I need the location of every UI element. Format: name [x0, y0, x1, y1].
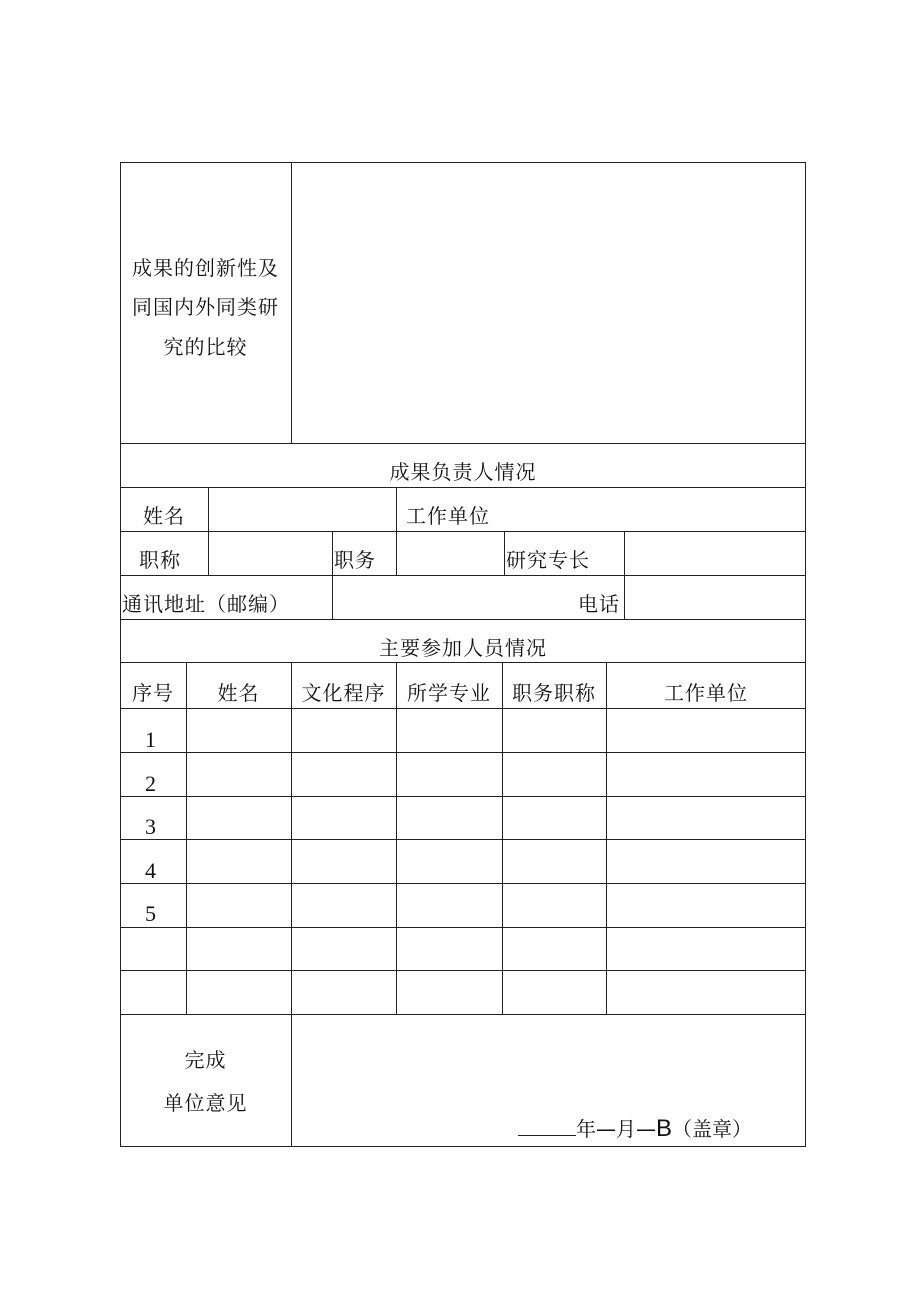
divider-members-col-2: [291, 662, 292, 1014]
members-header-major: 所学专业: [407, 681, 491, 705]
divider-leader-r2-b: [332, 531, 333, 575]
members-header-education: 文化程序: [301, 681, 386, 705]
leader-position-label: 职务: [334, 548, 376, 572]
year-label: 年: [576, 1117, 596, 1141]
divider-leader-section: [120, 443, 806, 444]
leader-title-label: 职称: [139, 548, 181, 572]
leader-specialty-label: 研究专长: [506, 548, 590, 572]
leader-name-field[interactable]: [209, 488, 396, 531]
month-dash: —: [596, 1117, 616, 1141]
row-number-5: 5: [145, 901, 156, 926]
divider-members-col-3: [396, 662, 397, 1014]
innovation-content-area[interactable]: [292, 163, 805, 443]
day-dash: —: [636, 1117, 656, 1141]
leader-section-title: 成果负责人情况: [389, 460, 537, 484]
border-bottom: [120, 1146, 806, 1147]
achievement-form: [120, 162, 806, 1147]
opinion-date-line: [518, 1117, 752, 1141]
leader-phone-field[interactable]: [625, 576, 805, 619]
day-label: B: [656, 1115, 673, 1142]
row-number-4: 4: [145, 858, 156, 883]
leader-address-label: 通讯地址（邮编）: [122, 592, 290, 616]
row-number-2: 2: [145, 771, 156, 796]
opinion-label-line-2: 单位意见: [163, 1091, 248, 1115]
divider-row-4: [120, 883, 806, 884]
leader-workplace-label: 工作单位: [406, 504, 490, 528]
divider-leader-r2-d: [504, 531, 505, 575]
leader-phone-label: 电话: [578, 592, 620, 616]
divider-members-title: [120, 662, 806, 663]
row-number-1: 1: [145, 727, 156, 752]
divider-row-1: [120, 752, 806, 753]
leader-name-label: 姓名: [143, 504, 185, 528]
divider-members-col-1: [186, 662, 187, 1014]
divider-row-6: [120, 970, 806, 971]
divider-row-3: [120, 839, 806, 840]
members-header-position: 职务职称: [512, 681, 596, 705]
seal-label: （盖章）: [672, 1117, 753, 1141]
divider-row-5: [120, 927, 806, 928]
opinion-content-area[interactable]: [292, 1015, 805, 1115]
divider-members-col-5: [606, 662, 607, 1014]
opinion-label-line-1: 完成: [184, 1048, 227, 1072]
innovation-label-line-1: 成果的创新性及: [132, 256, 279, 280]
divider-leader-row3: [120, 619, 806, 620]
leader-title-field[interactable]: [209, 532, 332, 575]
members-header-seq: 序号: [132, 681, 174, 705]
members-header-workplace: 工作单位: [664, 681, 748, 705]
divider-members-col-4: [502, 662, 503, 1014]
members-header-name: 姓名: [217, 681, 260, 705]
leader-position-field[interactable]: [397, 532, 504, 575]
divider-members-header: [120, 708, 806, 709]
row-number-3: 3: [145, 814, 156, 839]
leader-specialty-field[interactable]: [625, 532, 805, 575]
year-blank[interactable]: [518, 1117, 576, 1136]
members-section-title: 主要参加人员情况: [379, 636, 547, 660]
month-label: 月: [616, 1117, 636, 1141]
innovation-label-line-3: 究的比较: [163, 335, 248, 359]
divider-row-2: [120, 796, 806, 797]
innovation-label-line-2: 同国内外同类研: [132, 295, 279, 319]
divider-leader-r1-b: [396, 487, 397, 531]
